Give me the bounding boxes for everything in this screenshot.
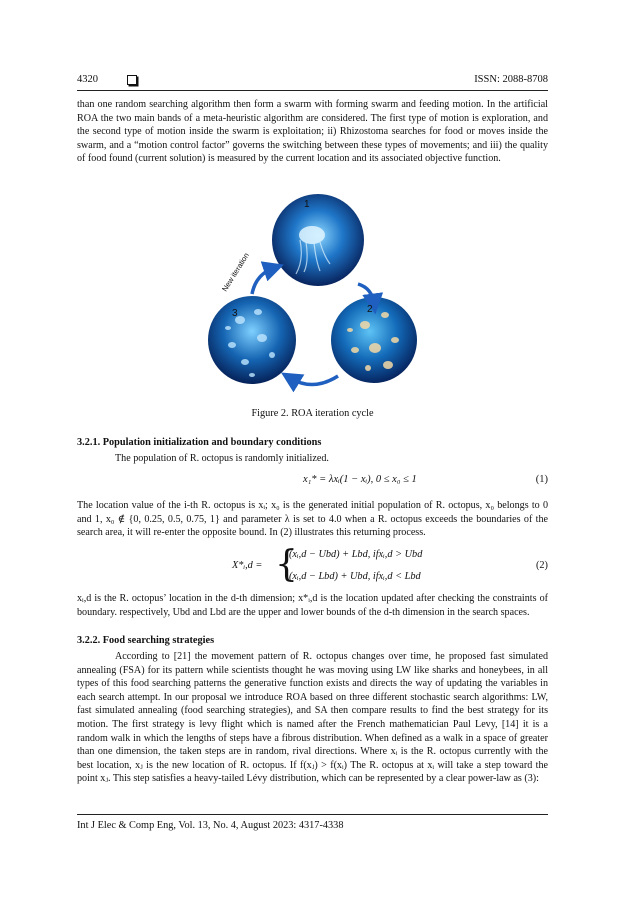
section-321-paragraph: The location value of the i-th R. octopus is xᵢ; x₀ is the generated initial population of R. octopus, x₀ belongs to 0 and 1, x₀ ∉ {0, 0.25, 0.5, 0.75, 1} and parameter λ is set to 4.0 when a R. octopus exceeds the boundaries of the search area, it will re-enter the opposite bound. In (2) illustrates this returning process. bbox=[77, 500, 548, 539]
equation-2-case-2: (xᵢ,d − Lbd) + Ubd, ifxᵢ,d < Lbd bbox=[289, 571, 421, 582]
arrow-3-to-1 bbox=[252, 268, 274, 294]
footer-rule bbox=[77, 814, 548, 815]
equation-1-body: x₁* = λxᵢ(1 − xᵢ), 0 ≤ x₀ ≤ 1 bbox=[303, 474, 417, 485]
page-header bbox=[77, 74, 548, 88]
issn-label: ISSN: 2088-8708 bbox=[474, 74, 548, 85]
brace-icon: { bbox=[275, 544, 298, 585]
label-2: 2 bbox=[367, 304, 373, 315]
equation-2-lhs: X*ᵢ,d = bbox=[232, 560, 263, 571]
header-rule bbox=[77, 90, 548, 91]
jellyfish-image-3 bbox=[208, 296, 296, 384]
section-322-paragraph: According to [21] the movement pattern of R. octopus changes over time, he proposed fast simulated annealing (FSA) for its pattern while scientists thought he was moving using LW like sharks and honeybees, in all types of this food searching patterns the generative function exists and directs the way of updating the variables in each search attempt. In our proposal we introduce ROA based on three different stochastic search algorithms: LW, fast simulated annealing (food searching strategies), and SA then compare results to find the best strategy for its motion. The first strategy is levy flight which is named after the French mathematician Paul Levy, [14] it is a random walk in which the lengths of steps have a fibrous distribution. When defined as a walk in a space of greater than one dimension, the taken steps are in random, rival directions. Where xᵢ is the R. octopus currently with the best location, xⱼ is the new location of R. octopus. If f(xⱼ) > f(xᵢ) The R. octopus at xᵢ will take a step toward the point xⱼ. This step satisfies a heavy-tailed Lévy distribution, which can be represented by a clear power-law as (3): bbox=[77, 651, 548, 785]
roa-iteration-figure bbox=[200, 190, 440, 400]
figure-caption: Figure 2. ROA iteration cycle bbox=[251, 408, 374, 419]
arrow-2-to-3 bbox=[290, 376, 338, 385]
equation-1-number: (1) bbox=[535, 474, 548, 485]
square-icon bbox=[127, 75, 137, 85]
page-footer: Int J Elec & Comp Eng, Vol. 13, No. 4, August 2023: 4317-4338 bbox=[77, 820, 344, 831]
equation-2 bbox=[77, 546, 548, 590]
section-321-paragraph-2: xᵢ,d is the R. octopus’ location in the d-th dimension; x*ᵢ,d is the location updated after checking the constraints of boundary. respectively, Ubd and Lbd are the upper and lower bounds of the d-th dimension in the search spaces. bbox=[77, 593, 548, 618]
section-322-heading: 3.2.2. Food searching strategies bbox=[77, 635, 215, 646]
section-321-intro: The population of R. octopus is randomly initialized. bbox=[115, 453, 329, 464]
equation-2-case-1: (xᵢ,d − Ubd) + Lbd, ifxᵢ,d > Ubd bbox=[289, 549, 423, 560]
page-number: 4320 bbox=[77, 74, 98, 85]
jellyfish-image-2 bbox=[331, 297, 417, 383]
label-3: 3 bbox=[232, 308, 238, 319]
section-321-heading: 3.2.1. Population initialization and boundary conditions bbox=[77, 437, 322, 448]
new-iteration-label: New iteration bbox=[220, 251, 251, 294]
equation-1 bbox=[77, 474, 548, 490]
intro-paragraph: than one random searching algorithm then form a swarm with forming swarm and feeding motion. In the artificial ROA the two main bands of a meta-heuristic algorithm are considered. The first type of motion is exploration, and the second type of motion inside the swarm is exploitation; ii) Rhizostoma searches for food or moves inside the swarm, and a “motion control factor” governs the switching between these types of movements; and iii) the quality of food found (current solution) is measured by the current location and its associated objective function. bbox=[77, 99, 548, 165]
label-1: 1 bbox=[304, 199, 310, 210]
equation-2-number: (2) bbox=[535, 560, 548, 571]
